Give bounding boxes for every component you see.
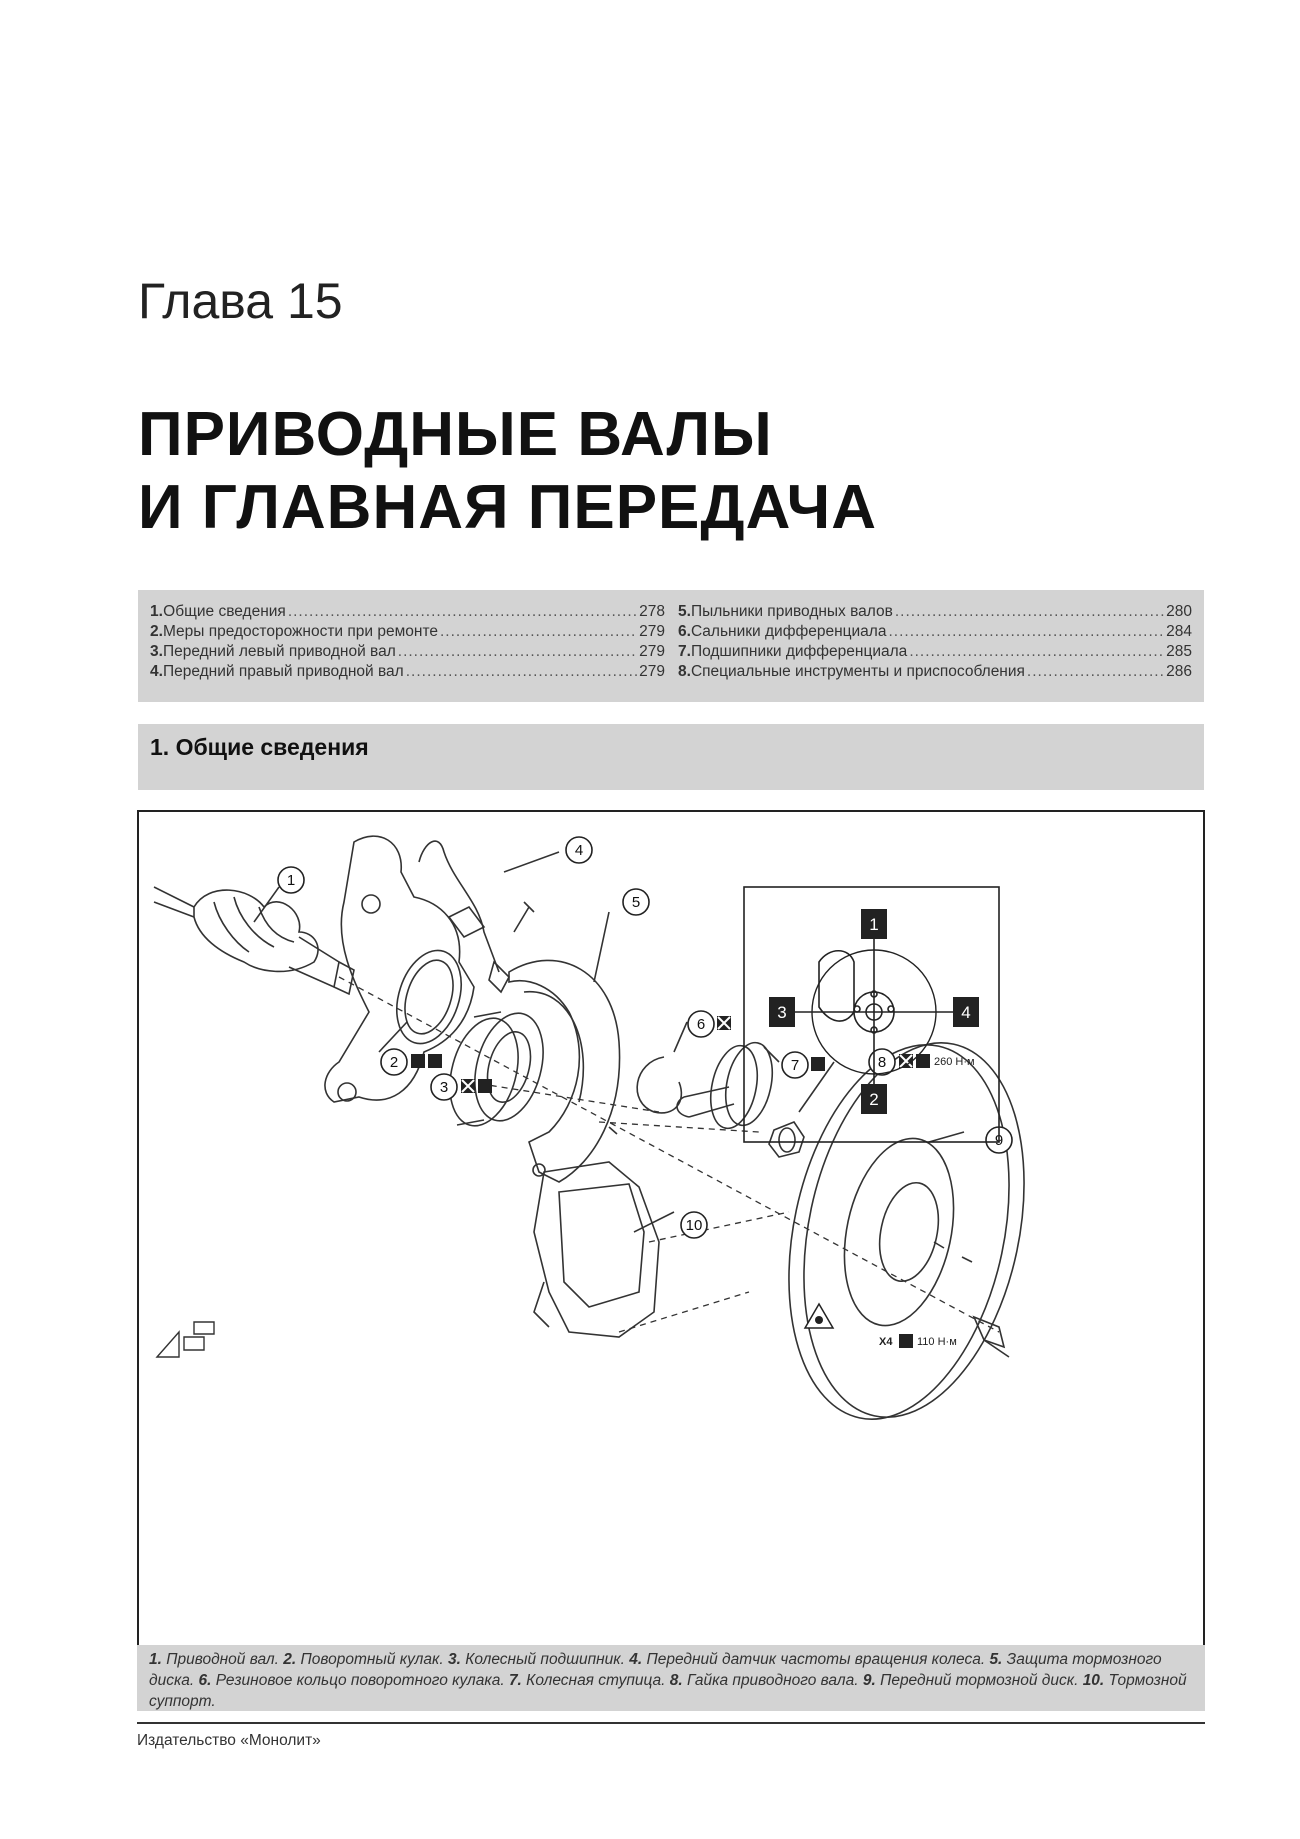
toc-item-number: 7. — [678, 643, 691, 660]
callout-10: 10 — [685, 1217, 703, 1234]
toc-item[interactable] — [150, 622, 665, 642]
toc-leader-dots — [288, 602, 637, 622]
caption-num: 3. — [447, 1651, 461, 1668]
toc-leader-dots — [909, 642, 1164, 662]
caption-text: Гайка приводного вала. — [682, 1672, 863, 1689]
toc-leader-dots — [398, 642, 637, 662]
toc-item[interactable] — [678, 602, 1192, 622]
caption-text: Резиновое кольцо поворотного кулака. — [211, 1672, 509, 1689]
caption-num: 1. — [149, 1651, 162, 1668]
inset-label-4: 4 — [961, 1003, 971, 1022]
toc-item-number: 1. — [150, 603, 163, 620]
lubricate-icon — [428, 1054, 442, 1068]
caption-num: 10. — [1082, 1672, 1105, 1689]
caption-text: Колесная ступица. — [521, 1672, 670, 1689]
toc-column-right — [678, 602, 1192, 682]
toc-item-page: 284 — [1166, 623, 1192, 640]
brake-disc-drawing — [757, 1022, 1056, 1439]
footer-divider — [137, 1722, 1205, 1724]
toc-item-page: 279 — [639, 663, 665, 680]
toc-item-page: 278 — [639, 603, 665, 620]
caption-num: 4. — [629, 1651, 643, 1668]
toc-item-label: Пыльники приводных валов — [690, 603, 893, 620]
view-orientation-icon — [157, 1322, 214, 1357]
toc-leader-dots — [440, 622, 637, 642]
toc-leader-dots — [895, 602, 1164, 622]
toc-item[interactable] — [678, 622, 1192, 642]
toc-item-label: Передний правый приводной вал — [162, 663, 404, 680]
toc-item[interactable] — [150, 662, 665, 682]
inset-label-2: 2 — [869, 1090, 879, 1109]
toc-item-label: Общие сведения — [163, 603, 286, 620]
callout-6: 6 — [696, 1016, 706, 1033]
caption-text: Поворотный кулак. — [296, 1651, 448, 1668]
toc-item[interactable] — [150, 602, 665, 622]
lubricate-icon — [811, 1057, 825, 1071]
callout-8: 8 — [877, 1054, 887, 1071]
exploded-diagram — [137, 810, 1205, 1647]
caption-num: 9. — [862, 1672, 876, 1689]
toc-item-number: 8. — [678, 663, 691, 680]
chapter-title-line-2: И ГЛАВНАЯ ПЕРЕДАЧА — [138, 473, 877, 542]
caliper-drawing — [533, 1162, 659, 1337]
torque-bolt-label: 110 Н·м — [917, 1336, 957, 1348]
caption-num: 8. — [669, 1672, 683, 1689]
hub-drawing — [677, 1038, 779, 1132]
drive-shaft-drawing — [154, 887, 354, 994]
toc-column-left — [150, 602, 665, 682]
callout-5: 5 — [631, 894, 641, 911]
caption-num: 6. — [198, 1672, 212, 1689]
toc-item-number: 6. — [678, 623, 691, 640]
inset-label-3: 3 — [777, 1003, 787, 1022]
diagram-drawing — [139, 812, 1203, 1645]
toc-item-page: 279 — [639, 643, 665, 660]
publisher-footer: Издательство «Монолит» — [137, 1732, 321, 1749]
toc-leader-dots — [888, 622, 1164, 642]
toc-item-number: 3. — [150, 643, 163, 660]
toc-item-label: Специальные инструменты и приспособления — [690, 663, 1025, 680]
table-of-contents — [138, 590, 1204, 702]
circlip-drawing — [637, 1057, 681, 1113]
callout-3: 3 — [439, 1079, 449, 1096]
toc-item-label: Подшипники дифференциала — [690, 643, 908, 660]
caption-num: 5. — [989, 1651, 1003, 1668]
toc-item-page: 279 — [639, 623, 665, 640]
toc-item[interactable] — [678, 662, 1192, 682]
caption-num: 2. — [283, 1651, 297, 1668]
chapter-title-line-1: ПРИВОДНЫЕ ВАЛЫ — [138, 400, 773, 469]
toc-item-label: Меры предосторожности при ремонте — [162, 623, 438, 640]
bolt-quantity-label: X4 — [879, 1336, 893, 1348]
inset-label-1: 1 — [869, 915, 879, 934]
callout-1: 1 — [286, 872, 296, 889]
caption-text: Защита тормозного диска. — [149, 1651, 1162, 1689]
section-title: 1. Общие сведения — [150, 734, 369, 760]
caption-num: 7. — [508, 1672, 522, 1689]
caption-text: Передний датчик частоты вращения колеса. — [642, 1651, 990, 1668]
lubricate-icon — [478, 1079, 492, 1093]
toc-item-label: Передний левый приводной вал — [162, 643, 396, 660]
callout-4: 4 — [574, 842, 584, 859]
toc-item-label: Сальники дифференциала — [690, 623, 887, 640]
toc-leader-dots — [1027, 662, 1164, 682]
toc-item-number: 5. — [678, 603, 691, 620]
toc-item-number: 4. — [150, 663, 163, 680]
section-header — [138, 724, 1204, 790]
chapter-number: Глава 15 — [138, 273, 343, 329]
caption-text: Колесный подшипник. — [460, 1651, 630, 1668]
figure-caption — [137, 1645, 1205, 1711]
toc-item-page: 280 — [1166, 603, 1192, 620]
toc-item-page: 286 — [1166, 663, 1192, 680]
callout-9: 9 — [994, 1132, 1004, 1149]
torque-nut-label: 260 Н·м — [934, 1056, 975, 1068]
toc-leader-dots — [406, 662, 637, 682]
toc-item-page: 285 — [1166, 643, 1192, 660]
chapter-title — [138, 398, 877, 544]
nut-drawing — [769, 1122, 804, 1157]
replace-icon — [411, 1054, 425, 1068]
warning-triangle-icon — [805, 1304, 833, 1328]
toc-item[interactable] — [150, 642, 665, 662]
dust-shield-drawing — [509, 960, 620, 1182]
callout-2: 2 — [389, 1054, 399, 1071]
caption-text: Передний тормозной диск. — [875, 1672, 1083, 1689]
bearing-drawing — [439, 1006, 554, 1134]
caption-text: Тормозной суппорт. — [149, 1672, 1187, 1710]
caption-text: Приводной вал. — [161, 1651, 284, 1668]
callout-7: 7 — [790, 1057, 800, 1074]
toc-item[interactable] — [678, 642, 1192, 662]
toc-item-number: 2. — [150, 623, 163, 640]
torque-icon — [899, 1334, 913, 1348]
